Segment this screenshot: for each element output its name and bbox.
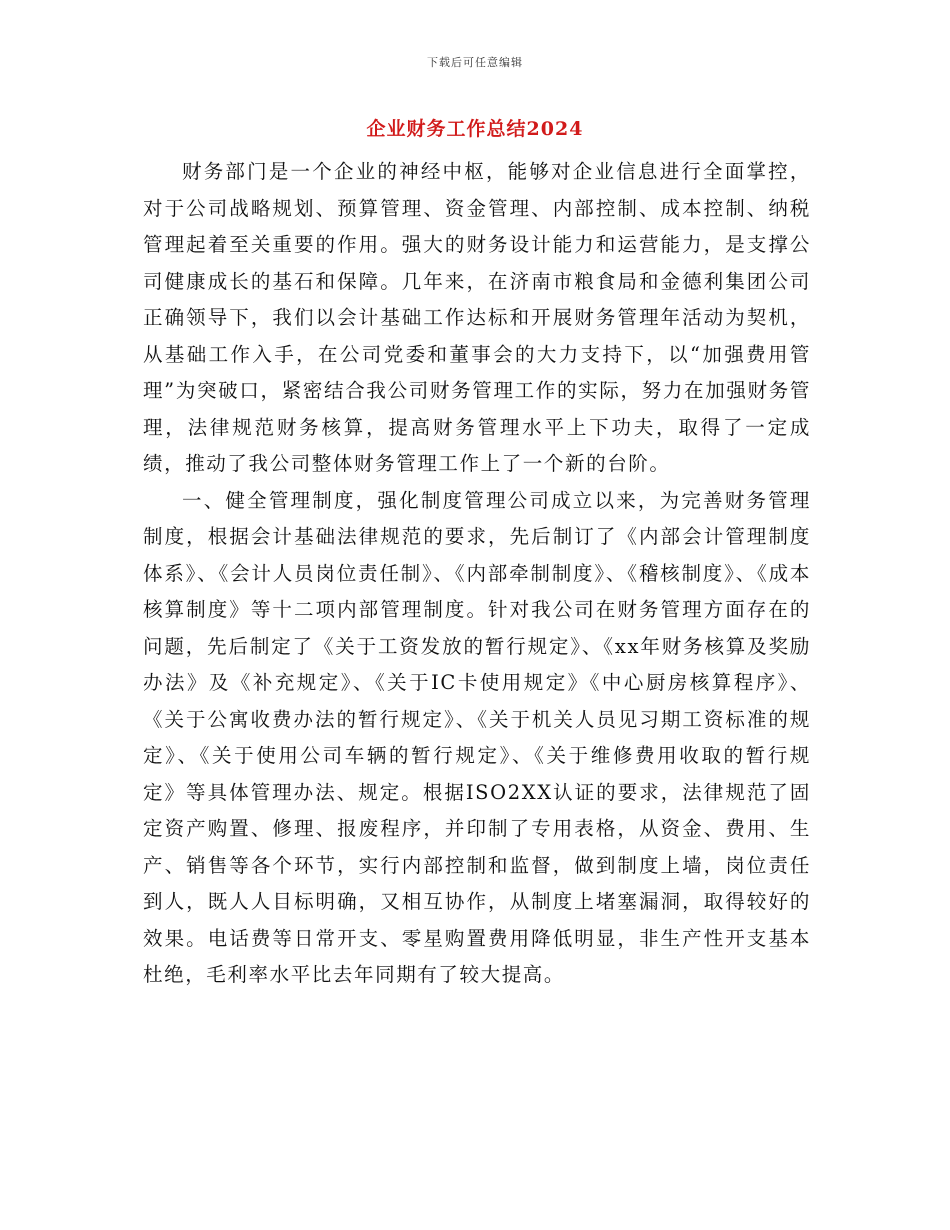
document-title: 企业财务工作总结2024 xyxy=(366,118,584,140)
paragraph-section-one: 一、健全管理制度，强化制度管理公司成立以来，为完善财务管理制度，根据会计基础法律规范的要求，先后制订了《内部会计管理制度体系》、《会计人员岗位责任制》、《内部牵制制度》、《稽核制度》、《成本核算制度》等十二项内部管理制度。针对我公司在财务管理方面存在的问题，先后制定了《关于工资发放的暂行规定》、《xx年财务核算及奖励办法》及《补充规定》、《关于IC卡使用规定》《中心厨房核算程序》、《关于公寓收费办法的暂行规定》、《关于机关人员见习期工资标准的规定》、《关于使用公司车辆的暂行规定》、《关于维修费用收取的暂行规定》等具体管理办法、规定。根据ISO2XX认证的要求，法律规范了固定资产购置、修理、报废程序，并印制了专用表格，从资金、费用、生产、销售等各个环节，实行内部控制和监督，做到制度上墙，岗位责任到人，既人人目标明确，又相互协作，从制度上堵塞漏洞，取得较好的效果。电话费等日常开支、零星购置费用降低明显，非生产性开支基本杜绝，毛利率水平比去年同期有了较大提高。 xyxy=(143,488,811,986)
paragraph-intro: 财务部门是一个企业的神经中枢，能够对企业信息进行全面掌控，对于公司战略规划、预算管理、资金管理、内部控制、成本控制、纳税管理起着至关重要的作用。强大的财务设计能力和运营能力，是支撑公司健康成长的基石和保障。几年来，在济南市粮食局和金德利集团公司正确领导下，我们以会计基础工作达标和开展财务管理年活动为契机，从基础工作入手，在公司党委和董事会的大力支持下，以“加强费用管理”为突破口，紧密结合我公司财务管理工作的实际，努力在加强财务管理，法律规范财务核算，提高财务管理水平上下功夫，取得了一定成绩，推动了我公司整体财务管理工作上了一个新的台阶。 xyxy=(143,160,811,475)
header-note: 下载后可任意编辑 xyxy=(427,56,523,69)
document-body xyxy=(143,154,811,994)
